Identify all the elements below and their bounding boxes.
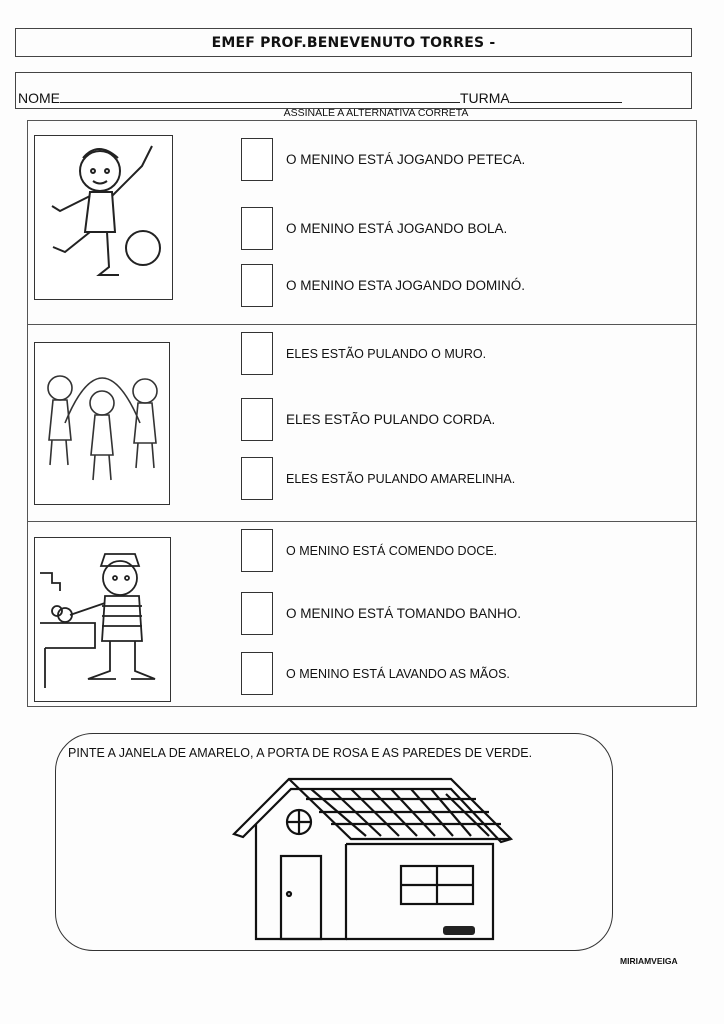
checkbox[interactable] [241,529,273,572]
kids-jumping-rope-image [34,342,170,505]
checkbox[interactable] [241,652,273,695]
paint-activity-box [55,733,613,951]
school-header [15,28,692,57]
checkbox[interactable] [241,398,273,441]
boy-washing-hands-image [34,537,171,702]
checkbox[interactable] [241,138,273,181]
instruction: ASSINALE A ALTERNATIVA CORRETA [283,107,469,119]
boy-kicking-ball-image [34,135,173,300]
question-row [28,521,696,705]
question-row [28,324,696,522]
option[interactable]: O MENINO ESTÁ LAVANDO AS MÃOS. [241,652,510,695]
checkbox[interactable] [241,332,273,375]
option[interactable]: O MENINO ESTÁ TOMANDO BANHO. [241,592,521,635]
name-label: NOME [18,90,60,106]
option[interactable]: ELES ESTÃO PULANDO CORDA. [241,398,495,441]
class-label: TURMA [460,90,510,106]
option[interactable]: ELES ESTÃO PULANDO O MURO. [241,332,486,375]
paint-instruction: PINTE A JANELA DE AMARELO, A PORTA DE ROSA E AS PAREDES DE VERDE. [68,746,533,760]
house-drawing [231,774,516,946]
author-credit: MIRIAMVEIGA [620,956,678,966]
name-field[interactable] [60,101,460,103]
option[interactable]: O MENINO ESTÁ JOGANDO PETECA. [241,138,525,181]
class-field[interactable] [510,101,622,103]
questions-box [27,120,697,707]
checkbox[interactable] [241,264,273,307]
checkbox[interactable] [241,207,273,250]
option[interactable]: O MENINO ESTA JOGANDO DOMINÓ. [241,264,525,307]
checkbox[interactable] [241,457,273,500]
option[interactable]: ELES ESTÃO PULANDO AMARELINHA. [241,457,515,500]
student-info-box [15,72,692,109]
checkbox[interactable] [241,592,273,635]
school-name: EMEF PROF.BENEVENUTO TORRES - [211,34,496,51]
publisher-logo [443,926,475,935]
option[interactable]: O MENINO ESTÁ COMENDO DOCE. [241,529,497,572]
option[interactable]: O MENINO ESTÁ JOGANDO BOLA. [241,207,507,250]
question-row [28,121,696,325]
